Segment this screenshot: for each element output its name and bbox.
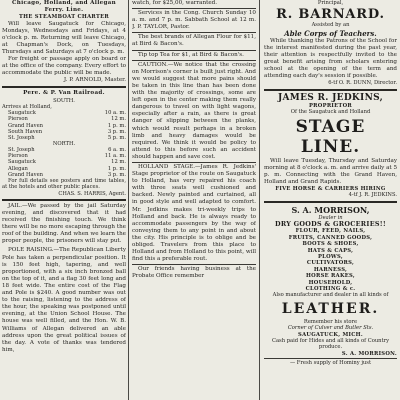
ferry-boat: THE STEAMBOAT CHARTER xyxy=(19,14,109,21)
separator xyxy=(2,199,126,201)
separator xyxy=(132,32,256,33)
table-row: Pierson 12 m. xyxy=(8,116,126,123)
railroad-header: Pere. & P. Van Railroad. xyxy=(23,90,105,97)
jail-article: JAIL.—We passed by the jail Saturday evening, and discovered that it had received the finishing touch. We think there will be no more escaping through the roof of the building. And when we learn the proper people, the prisoners will stay put. xyxy=(2,202,126,245)
column-right xyxy=(264,0,397,400)
school-signature: 6-tf O. R. DUNN, Director. xyxy=(328,80,397,87)
railroad-north-label: NORTH. xyxy=(52,140,76,147)
list-item: BOOTS & SHOES, xyxy=(302,241,359,248)
ferry-text: Will leave Saugatuck for Chicago, Mondays, Wednesdays and Fridays, at 4 o'clock p. m. Returning will leave Chicago, at Chapman's Dock, on Tuesdays, Thursdays and Saturdays at 7 o'clock p. m. xyxy=(2,20,126,55)
separator xyxy=(132,60,256,61)
table-row: St. Joseph 6 a. m. xyxy=(8,147,126,154)
list-item: CULTIVATORS, xyxy=(306,260,355,267)
separator xyxy=(132,162,256,163)
manufacturer-line: Also manufacturer and dealer in all kinds of xyxy=(272,292,389,299)
tea-ad: Tip top Tea for $1, at Bird & Bacon's. xyxy=(138,51,244,58)
railroad-north-table xyxy=(2,147,126,177)
assisted-line: Assisted by an xyxy=(311,22,350,29)
column-left xyxy=(2,0,126,400)
flour-ad: The best brands of Allegan Flour for $11, at Bird & Bacon's. xyxy=(132,34,256,48)
school-text: While thanking the Patrons of the School for the interest manifested during the past year, their attention is respectfully invited to the great benefit arising from scholars entering school at the opening of the term and attending each day's session if possible. xyxy=(264,37,397,80)
list-item: HORSE RAKES, xyxy=(305,273,355,280)
leather-heading: LEATHER. xyxy=(281,300,380,317)
table-row: Allegan 1 p. m. xyxy=(8,165,126,172)
stage-line-heading: STAGE LINE. xyxy=(295,116,366,157)
separator xyxy=(264,89,397,91)
ferry-header: Chicago, Holland, and Allegan Ferry. Line. xyxy=(12,0,116,14)
list-item: HATS & CAPS, xyxy=(307,247,354,254)
merchandise-list xyxy=(264,228,397,292)
stage-signature: 4-tf J. R. JEDKINS. xyxy=(348,192,397,199)
proprietor-label: PROPRIETOR xyxy=(308,102,352,109)
store-reminder: Remember his store xyxy=(303,318,358,325)
railroad-footer: For full details see posters and time tables, at the hotels and other public places. xyxy=(2,177,126,191)
list-item: HOUSEHOLD, xyxy=(308,279,353,286)
probate-notice: Our friends having business at the Probate Office remember xyxy=(132,266,256,280)
list-item: PLOWS, xyxy=(317,253,344,260)
pole-raising-article: POLE RAISING.—The Republican Liberty Pole has taken a perpendicular position. It is 150 feet high, tapering, and well proportioned, with a six inch bronzed ball on the top of it, and a flag 30 feet long and 18 feet wide. The entire cost of the Flag and Pole is $240. A good number was out to the raising, listening to the address of the hour, the speaking was postponed until evening, at the Union School House. The house was well filled, and the Hon. W. B. Williams of Allegan delivered an able address upon the great political issues of the day. A vote of thanks was tendered him, xyxy=(2,247,126,353)
watch-ad: watch, for $25,00, warranted. xyxy=(132,0,218,6)
table-row: South Haven 3 p. m. xyxy=(8,128,126,135)
railroad-south-table xyxy=(2,110,126,140)
separator xyxy=(132,8,256,9)
separator xyxy=(264,358,397,359)
caution-article: CAUTION.—We notice that the crossing on Morrison's corner is built just right. And we would suggest that more pains should be taken in this line than has been done with the majority of crossings, some are left open in the center making them really dangerous to travel on with light wagons, especially after a rain, as there is great danger of slipping between the planks, which would result perhaps in a broken limb and heavy damages would be required. We think it would be policy to attend to this before such an accident should happen and save cost. xyxy=(132,61,256,160)
column-divider-1 xyxy=(128,0,129,400)
list-item: CLOTHING & c. xyxy=(305,285,356,292)
merchant-signature: S. A. MORRISON. xyxy=(341,350,397,357)
store-address: Corner of Culver and Butler Sts. xyxy=(287,325,374,332)
stage-proprietor-name: JAMES R. JEDKINS, xyxy=(277,92,384,103)
principal-line: Principal, xyxy=(317,0,344,6)
dealer-label: Dealer in xyxy=(318,214,343,221)
list-item: HARNESS, xyxy=(313,266,348,273)
table-row: Pierson 11 a. m. xyxy=(8,153,126,160)
holland-stage-article: HOLLAND STAGE.—James R. Jedkins' Stage proprietor of the route on Saugatuck to Holland, has very repaired his coach with three seats well cushioned and backed. Newly painted and curtained, all in good style and well adapted to comfort. Mr. Jedkins makes tri-weekly trips to Holland and back. He is always ready to accommodate passengers by the way of conveying them to any point in and about the city. His principle is to oblige and be obliged. Travelers from this place to Holland and from Holland to this point, will find this a preferable rout. xyxy=(132,163,256,263)
teachers-heading: Able Corps of Teachers. xyxy=(284,28,377,38)
table-row: Saugatuck 10 a. m. xyxy=(8,110,126,117)
separator xyxy=(132,264,256,265)
separator xyxy=(132,50,256,51)
separator xyxy=(264,201,397,203)
stage-fare: FIVE HORSE & CARRIERS HIRING xyxy=(275,185,386,192)
stage-info: Will leave Tuesday, Thursday and Saturday morning at 8 o'clock a. m. and arrive daily at 5 p. m. Connecting with the Grand Haven, Holland and Grand Rapids. xyxy=(264,157,397,185)
table-row: Grand Haven 3 p. m. xyxy=(8,171,126,178)
church-notice: Services in the Cong. Church Sunday 10 a. m. and 7 p. m. Sabbath School at 12 m. J. P. TAYLOR, Pastor. xyxy=(132,10,256,31)
ferry-text-2: For freight or passage apply on board or at the office of the company. Every effort to accommodate the public will be made. xyxy=(2,56,126,77)
table-row: Saugatuck 12 m. xyxy=(8,159,126,166)
table-row: Grand Haven 1 p. m. xyxy=(8,122,126,129)
table-row: St. Joseph 5 p. m. xyxy=(8,134,126,141)
column-divider-2 xyxy=(259,0,260,400)
railroad-south-label: SOUTH. xyxy=(53,97,75,104)
hominy-notice: — Fresh supply of Hominy just xyxy=(289,360,372,367)
column-middle xyxy=(132,0,256,400)
dry-goods-heading: DRY GOODS & GROCERIES!! xyxy=(275,220,386,229)
railroad-arrive-label: Arrives at Holland, xyxy=(2,103,52,110)
store-town: SAUGATUCK, MICH. xyxy=(298,331,363,338)
principal-name: R. BARNARD. xyxy=(276,7,385,23)
ferry-signature: J. P. ARNOLD, Master. xyxy=(63,77,126,84)
separator xyxy=(2,86,126,88)
proprietor-route: Of the Saugatuck and Holland xyxy=(290,109,371,116)
merchant-name: S. A. MORRISON, xyxy=(291,204,370,215)
list-item: FLOUR, FEED, NAILS, xyxy=(295,228,366,235)
cash-notice: Cash paid for Hides and all kinds of Country produce. xyxy=(271,337,389,351)
list-item: FRUITS, CANNED GOODS, xyxy=(288,234,373,241)
railroad-signature: CHAS. S. HARRIS, Agent. xyxy=(58,190,126,197)
